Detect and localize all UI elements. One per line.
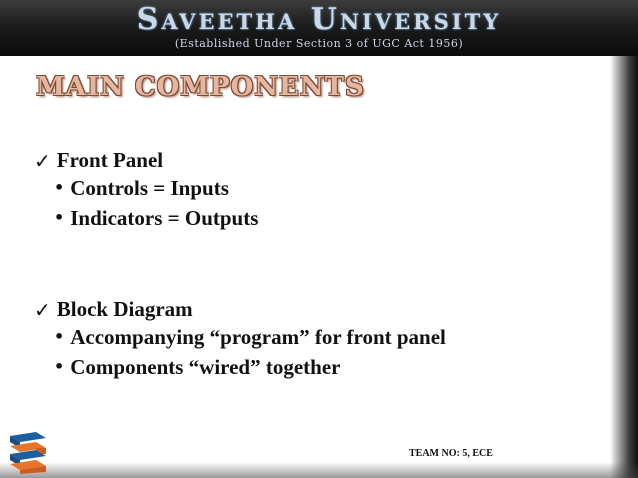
section-heading xyxy=(34,148,258,173)
section-front-panel xyxy=(34,148,258,233)
bullet-icon: • xyxy=(54,357,65,376)
section-block-diagram xyxy=(34,297,446,382)
list-item xyxy=(54,173,258,203)
list-item-text: Controls = Inputs xyxy=(70,176,229,200)
bullet-icon: • xyxy=(54,327,65,346)
list-item xyxy=(54,203,258,233)
heading-text: Front Panel xyxy=(56,148,164,172)
list-item-text: Accompanying “program” for front panel xyxy=(70,325,446,349)
bullet-list xyxy=(34,173,258,233)
slide-title: MAIN COMPONENTS xyxy=(36,72,365,102)
university-subtitle: (Established Under Section 3 of UGC Act 1956) xyxy=(174,37,464,50)
team-footer: TEAM NO: 5, ECE xyxy=(409,448,493,459)
list-item-text: Indicators = Outputs xyxy=(70,206,259,230)
section-heading xyxy=(34,297,446,322)
bullet-icon: • xyxy=(54,208,65,227)
checkmark-icon: ✓ xyxy=(34,297,51,322)
heading-text: Block Diagram xyxy=(56,297,193,321)
list-item xyxy=(54,322,446,352)
list-item xyxy=(54,352,446,382)
bullet-list xyxy=(34,322,446,382)
right-edge-shadow xyxy=(610,56,638,478)
bottom-edge-shadow xyxy=(0,462,638,478)
checkmark-icon: ✓ xyxy=(34,148,51,173)
list-item-text: Components “wired” together xyxy=(70,355,341,379)
university-banner xyxy=(0,0,638,56)
university-name: Saveetha University xyxy=(136,2,502,37)
university-logo-icon xyxy=(6,432,50,474)
bullet-icon: • xyxy=(54,178,65,197)
